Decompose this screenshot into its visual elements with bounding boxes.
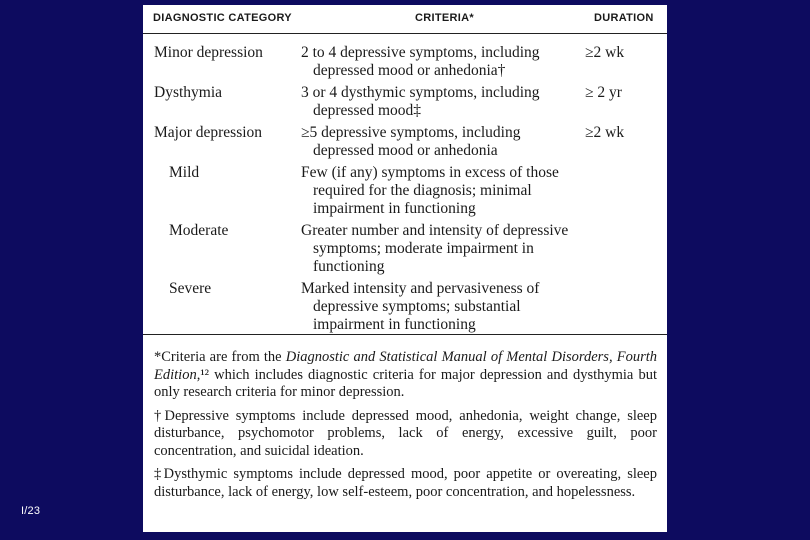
footnote-criteria-ref: ,¹² which includes diagnostic criteria for major depression and dysthymia but only research criteria for minor depression. (154, 366, 657, 400)
table-row (143, 84, 667, 120)
table-row (143, 124, 667, 160)
row-duration: ≥2 wk (585, 44, 625, 61)
table-row (143, 44, 667, 80)
row-criteria: Marked intensity and pervasiveness of depressive symptoms; substantial impairment in functioning (301, 280, 540, 333)
row-category: Mild (169, 164, 200, 181)
header-diagnostic-category: DIAGNOSTIC CATEGORY (153, 12, 292, 24)
table-row (143, 280, 667, 334)
row-criteria: 2 to 4 depressive symptoms, including depressed mood or anhedonia† (301, 44, 540, 79)
table-header (143, 12, 667, 32)
header-criteria: CRITERIA* (415, 12, 474, 24)
row-category: Major depression (154, 124, 263, 141)
header-rule (143, 33, 667, 34)
row-criteria: Greater number and intensity of depressive symptoms; moderate impairment in functioning (301, 222, 569, 275)
row-duration: ≥ 2 yr (585, 84, 622, 101)
row-duration (575, 222, 667, 276)
footnote-criteria-prefix: *Criteria are from the (154, 349, 286, 365)
slide-number: I/23 (21, 505, 41, 517)
footnote-double-dagger: ‡Dysthymic symptoms include depressed mood, poor appetite or overeating, sleep disturbance, lack of energy, low self-esteem, poor concentration, and hopelessness. (154, 466, 657, 500)
row-category: Dysthymia (154, 84, 223, 101)
table-body (143, 44, 667, 338)
footnote-criteria (154, 349, 657, 402)
row-duration (575, 164, 667, 218)
row-duration (575, 280, 667, 334)
footnote-dagger: †Depressive symptoms include depressed mood, anhedonia, weight change, sleep disturbance, psychomotor problems, lack of energy, excessive guilt, poor concentration, and suicidal ideation. (154, 407, 657, 459)
footnotes (154, 349, 657, 507)
row-category: Minor depression (154, 44, 263, 61)
footnote-criteria-title: Diagnostic and Statistical Manual of Mental Disorders, Fourth Edition (154, 349, 657, 383)
table-row (143, 164, 667, 218)
footnote-rule (143, 334, 667, 335)
row-criteria: ≥5 depressive symptoms, including depressed mood or anhedonia (301, 124, 521, 159)
diagnostic-table (143, 5, 667, 532)
row-criteria: 3 or 4 dysthymic symptoms, including depressed mood‡ (301, 84, 540, 119)
row-category: Severe (169, 280, 212, 297)
table-row (143, 222, 667, 276)
row-criteria: Few (if any) symptoms in excess of those required for the diagnosis; minimal impairment in functioning (301, 164, 559, 217)
header-duration: DURATION (594, 12, 654, 24)
row-duration: ≥2 wk (585, 124, 625, 141)
row-category: Moderate (169, 222, 229, 239)
